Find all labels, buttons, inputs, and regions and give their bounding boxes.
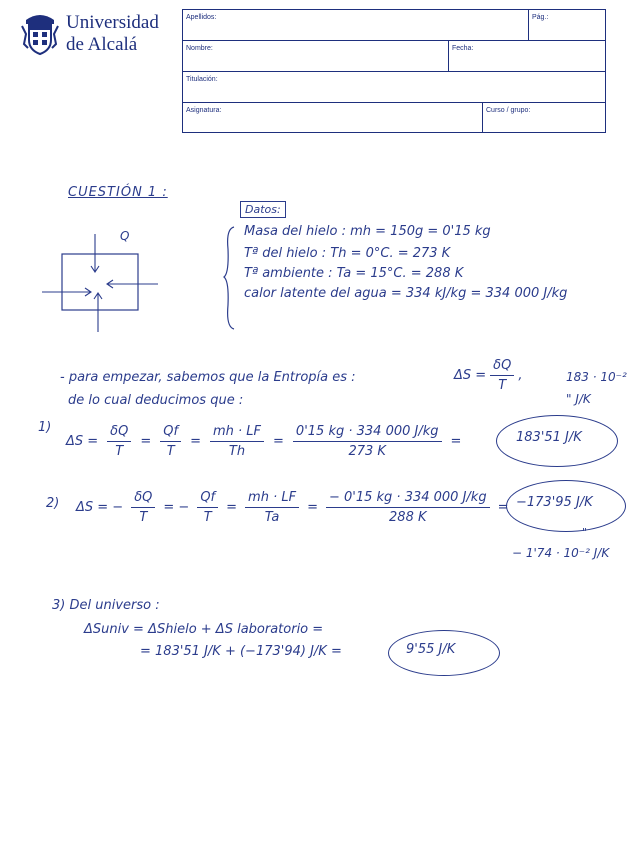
side-note-1: 183 · 10⁻² [566,370,627,384]
entropy-definition: ΔS = $\frac{\delta Q}{T}$ , [454,358,523,393]
step-2-number: 2) [46,496,60,511]
step-3-title: 3) Del universo : [52,598,160,613]
step-2-equation: ΔS = − $\frac{\delta Q}{T}$ = − $\frac{Qf}{T}$ = $\frac{mh \cdot LF}{Ta}$ = $\frac{- 0'15 kg \cdot 334 000 J/kg}{288 K}$ = [76,490,509,525]
step-2-fraction-1 [131,490,155,525]
fraction-numerator: δQ [490,358,514,376]
data-line-4: calor latente del agua = 334 kJ/kg = 334 000 J/kg [244,286,568,301]
fraction-numerator: − 0'15 kg · 334 000 J/kg [326,490,490,508]
nombre-label: Nombre: [186,45,213,52]
step-1-equation: ΔS = $\frac{\delta Q}{T}$ = $\frac{Qf}{T}$ = $\frac{mh \cdot LF}{Th}$ = $\frac{0'15 kg \cdot 334 000 J/kg}{273 K}$ = [66,424,462,459]
step-2-fraction-2 [197,490,218,525]
titulacion-label: Titulación: [186,76,218,83]
form-row-titulacion [183,72,605,103]
fraction-denominator: T [203,510,212,525]
side-note-2: " J/K [566,392,591,406]
apellidos-label: Apellidos: [186,14,217,21]
step-1-fraction-1 [107,424,131,459]
question-title: CUESTIÓN 1 : [68,185,168,200]
fraction-numerator: mh · LF [245,490,299,508]
step-1-lhs: ΔS = [66,434,99,449]
step-1-fraction-3 [210,424,264,459]
step-2-fraction-3 [245,490,299,525]
datos-label: Datos: [240,201,286,218]
step-2-note-mark: " [582,526,588,539]
data-brace [222,225,238,331]
fraction-denominator: T [139,510,148,525]
fraction-numerator: Qf [197,490,218,508]
apellidos-field[interactable] [183,10,529,40]
step-1-fraction-2 [160,424,181,459]
fraction-numerator: 0'15 kg · 334 000 J/kg [293,424,442,442]
fraction-numerator: mh · LF [210,424,264,442]
data-line-1: Masa del hielo : mh = 150g = 0'15 kg [244,224,491,239]
form-row-asignatura [183,103,605,133]
nombre-field[interactable] [183,41,449,71]
intro-line-1: - para empezar, sabemos que la Entropía es : [60,370,356,385]
logo-line-2: de Alcalá [66,34,138,55]
entropy-definition-lhs: ΔS = [454,368,487,383]
fecha-field[interactable] [449,41,605,71]
form-row-apellidos [183,10,605,41]
pag-field[interactable] [529,10,605,40]
pag-label: Pág.: [532,14,549,21]
asignatura-field[interactable] [183,103,483,133]
step-2-lhs: ΔS = − [76,500,124,515]
fraction-denominator: T [166,444,175,459]
fraction-denominator: T [498,378,507,393]
curso-field[interactable] [483,103,605,133]
diagram-label-q: Q [120,229,130,243]
step-2-note: − 1'74 · 10⁻² J/K [512,546,610,560]
fraction-denominator: 273 K [348,444,386,459]
fecha-label: Fecha: [452,45,474,52]
data-line-2: Tª del hielo : Th = 0°C. = 273 K [244,246,451,261]
curso-label: Curso / grupo: [486,107,531,114]
intro-line-2: de lo cual deducimos que : [68,393,244,408]
step-3-result: 9'55 J/K [406,642,456,657]
student-info-form [182,9,606,133]
titulacion-field[interactable] [183,72,605,102]
asignatura-label: Asignatura: [186,107,222,114]
entropy-definition-fraction [490,358,514,393]
university-logo [20,12,170,58]
fraction-denominator: Ta [264,510,280,525]
fraction-denominator: 288 K [389,510,427,525]
fraction-numerator: Qf [160,424,181,442]
fraction-denominator: Th [228,444,246,459]
data-line-3: Tª ambiente : Ta = 15°C. = 288 K [244,266,464,281]
form-row-nombre [183,41,605,72]
step-2-fraction-4 [326,490,490,525]
step-2-result: −173'95 J/K [516,495,593,510]
heat-flow-diagram [40,226,175,336]
fraction-numerator: δQ [131,490,155,508]
step-1-fraction-4 [293,424,442,459]
fraction-denominator: T [115,444,124,459]
fraction-numerator: δQ [107,424,131,442]
logo-line-1: Universidad [66,12,159,33]
step-1-result: 183'51 J/K [516,430,582,445]
step-1-number: 1) [38,420,52,435]
step-3-line-1: ΔSuniv = ΔShielo + ΔS laboratorio = [84,622,324,637]
step-3-line-2: = 183'51 J/K + (−173'94) J/K = [140,644,342,659]
university-crest-icon [20,12,60,56]
